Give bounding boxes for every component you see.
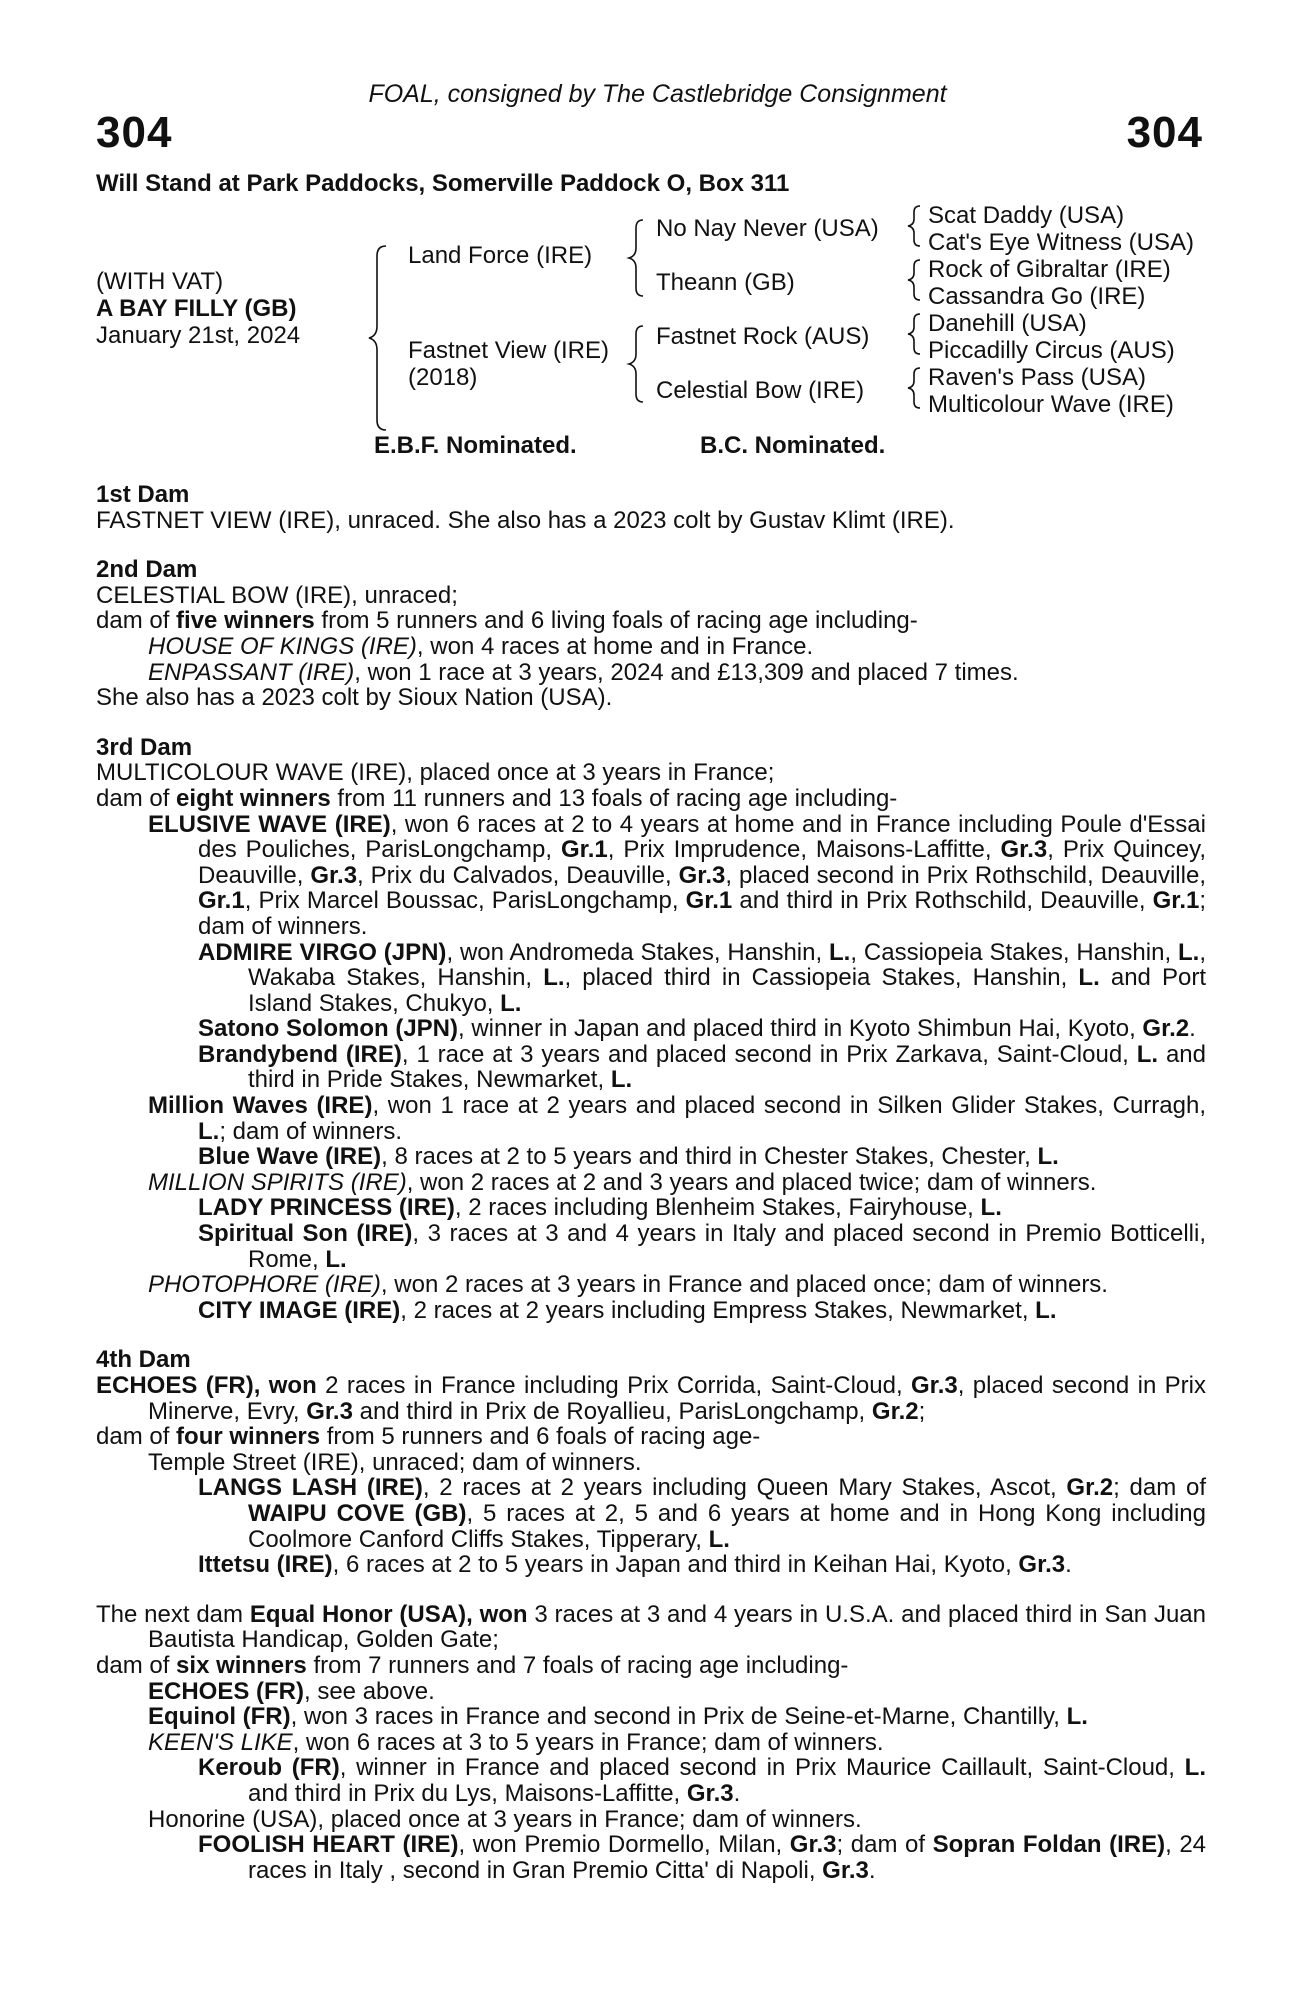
- second-dam-intro: CELESTIAL BOW (IRE), unraced;: [96, 581, 458, 609]
- produce-entry: Temple Street (IRE), unraced; dam of winners.: [148, 1448, 642, 1476]
- stand-location: Will Stand at Park Paddocks, Somerville Paddock O, Box 311: [96, 170, 790, 197]
- third-dam-heading: 3rd Dam: [96, 733, 193, 761]
- produce-entry: LADY PRINCESS (IRE), 2 races including Blenheim Stakes, Fairyhouse, L.: [198, 1194, 1002, 1222]
- produce-entry: LANGS LASH (IRE), 2 races at 2 years including Queen Mary Stakes, Ascot, Gr.2; dam of WAIPU COVE (GB), 5 races at 2, 5 and 6 years at home and in Hong Kong including Coolmore Canford Cliffs Stakes, Tipperary, L.: [198, 1474, 1206, 1553]
- produce-entry: MILLION SPIRITS (IRE), won 2 races at 2 and 3 years and placed twice; dam of winners.: [148, 1168, 1097, 1196]
- third-dam-produce-summary: dam of eight winners from 11 runners and 13 foals of racing age including-: [96, 784, 898, 812]
- produce-entry: Ittetsu (IRE), 6 races at 2 to 5 years in Japan and third in Keihan Hai, Kyoto, Gr.3.: [198, 1551, 1072, 1579]
- ancestor-1: Scat Daddy (USA): [928, 202, 1125, 229]
- foaling-date: January 21st, 2024: [96, 322, 301, 349]
- third-dam-intro: MULTICOLOUR WAVE (IRE), placed once at 3 years in France;: [96, 759, 775, 787]
- produce-entry: PHOTOPHORE (IRE), won 2 races at 3 years in France and placed once; dam of winners.: [148, 1271, 1108, 1299]
- first-dam-heading: 1st Dam: [96, 481, 190, 508]
- vat-note: (WITH VAT): [96, 268, 224, 295]
- next-dam-produce-summary: dam of six winners from 7 runners and 7 foals of racing age including-: [96, 1651, 849, 1679]
- second-dam-section: [96, 557, 1206, 711]
- produce-entry: Keroub (FR), winner in France and placed second in Prix Maurice Caillault, Saint-Cloud, L. and third in Prix du Lys, Maisons-Laffitte, Gr.3.: [198, 1754, 1206, 1807]
- fourth-dam-intro: ECHOES (FR), won 2 races in France including Prix Corrida, Saint-Cloud, Gr.3, placed second in Prix Minerve, Evry, Gr.3 and third in Prix de Royallieu, ParisLongchamp, Gr.2;: [96, 1372, 1207, 1425]
- first-dam-section: [96, 482, 1206, 533]
- dam-name: Fastnet View (IRE): [408, 337, 609, 364]
- third-dam-section: [96, 735, 1206, 1324]
- produce-entry: HOUSE OF KINGS (IRE), won 4 races at home and in France.: [148, 632, 814, 660]
- first-dam-text: FASTNET VIEW (IRE), unraced. She also has a 2023 colt by Gustav Klimt (IRE).: [96, 506, 955, 534]
- dam-sire: Fastnet Rock (AUS): [656, 323, 870, 350]
- ancestor-5: Danehill (USA): [928, 310, 1087, 337]
- consignor-line: FOAL, consigned by The Castlebridge Consignment: [368, 80, 947, 108]
- ancestor-8: Multicolour Wave (IRE): [928, 391, 1174, 418]
- fourth-dam-produce-summary: dam of four winners from 5 runners and 6 foals of racing age-: [96, 1423, 761, 1451]
- produce-entry: Equinol (FR), won 3 races in France and second in Prix de Seine-et-Marne, Chantilly, L.: [148, 1703, 1088, 1731]
- ancestor-2: Cat's Eye Witness (USA): [928, 229, 1194, 256]
- dam-foaled-year: (2018): [408, 364, 478, 391]
- produce-entry: Spiritual Son (IRE), 3 races at 3 and 4 years in Italy and placed second in Premio Botticelli, Rome, L.: [198, 1220, 1207, 1273]
- lot-number-right: 304: [1126, 108, 1203, 157]
- bc-nomination: B.C. Nominated.: [700, 432, 886, 459]
- next-dam-intro: The next dam Equal Honor (USA), won 3 races at 3 and 4 years in U.S.A. and placed third in San Juan Bautista Handicap, Golden Gate;: [96, 1600, 1207, 1654]
- produce-entry: ADMIRE VIRGO (JPN), won Andromeda Stakes, Hanshin, L., Cassiopeia Stakes, Hanshin, L., Wakaba Stakes, Hanshin, L., placed third in Cassiopeia Stakes, Hanshin, L. and Port Island Stakes, Chukyo, L.: [198, 938, 1206, 1017]
- produce-entry: ELUSIVE WAVE (IRE), won 6 races at 2 to 4 years at home and in France including Poule d'Essai des Pouliches, ParisLongchamp, Gr.1, Prix Imprudence, Maisons-Laffitte, Gr.3, Prix Quincey, Deauville, Gr.3, Prix du Calvados, Deauville, Gr.3, placed second in Prix Rothschild, Deauville, Gr.1, Prix Marcel Boussac, ParisLongchamp, Gr.1 and third in Prix Rothschild, Deauville, Gr.1; dam of winners.: [148, 810, 1207, 940]
- lot-number-left: 304: [96, 108, 173, 157]
- produce-entry: CITY IMAGE (IRE), 2 races at 2 years including Empress Stakes, Newmarket, L.: [198, 1296, 1057, 1324]
- fourth-dam-heading: 4th Dam: [96, 1346, 191, 1374]
- next-dam-section: [96, 1602, 1206, 1884]
- produce-entry: Brandybend (IRE), 1 race at 3 years and placed second in Prix Zarkava, Saint-Cloud, L. and third in Pride Stakes, Newmarket, L.: [198, 1040, 1206, 1094]
- sire-dam: Theann (GB): [656, 269, 795, 296]
- produce-entry: Million Waves (IRE), won 1 race at 2 years and placed second in Silken Glider Stakes, Curragh, L.; dam of winners.: [148, 1092, 1206, 1145]
- second-dam-heading: 2nd Dam: [96, 556, 198, 584]
- ancestor-4: Cassandra Go (IRE): [928, 283, 1146, 310]
- produce-entry: Honorine (USA), placed once at 3 years in France; dam of winners.: [148, 1805, 862, 1833]
- pedigree-notes: [96, 482, 1206, 1883]
- produce-entry: ENPASSANT (IRE), won 1 race at 3 years, 2024 and £13,309 and placed 7 times.: [148, 658, 1019, 686]
- dam-dam: Celestial Bow (IRE): [656, 377, 865, 404]
- second-dam-produce-summary: dam of five winners from 5 runners and 6 living foals of racing age including-: [96, 607, 918, 635]
- fourth-dam-section: [96, 1347, 1206, 1577]
- sire-name: Land Force (IRE): [408, 242, 593, 269]
- produce-entry: FOOLISH HEART (IRE), won Premio Dormello, Milan, Gr.3; dam of Sopran Foldan (IRE), 24 races in Italy , second in Gran Premio Citta' di Napoli, Gr.3.: [198, 1831, 1207, 1884]
- second-dam-also: She also has a 2023 colt by Sioux Nation (USA).: [96, 684, 613, 712]
- ancestor-7: Raven's Pass (USA): [928, 364, 1146, 391]
- sire-sire: No Nay Never (USA): [656, 215, 879, 242]
- ancestor-6: Piccadilly Circus (AUS): [928, 337, 1175, 364]
- ancestor-3: Rock of Gibraltar (IRE): [928, 256, 1171, 283]
- ebf-nomination: E.B.F. Nominated.: [374, 432, 577, 459]
- produce-entry: Satono Solomon (JPN), winner in Japan and placed third in Kyoto Shimbun Hai, Kyoto, Gr.2.: [198, 1015, 1196, 1043]
- produce-entry: ECHOES (FR), see above.: [148, 1677, 435, 1705]
- produce-entry: Blue Wave (IRE), 8 races at 2 to 5 years and third in Chester Stakes, Chester, L.: [198, 1143, 1059, 1171]
- subject-name: A BAY FILLY (GB): [96, 295, 297, 322]
- produce-entry: KEEN'S LIKE, won 6 races at 3 to 5 years in France; dam of winners.: [148, 1728, 884, 1756]
